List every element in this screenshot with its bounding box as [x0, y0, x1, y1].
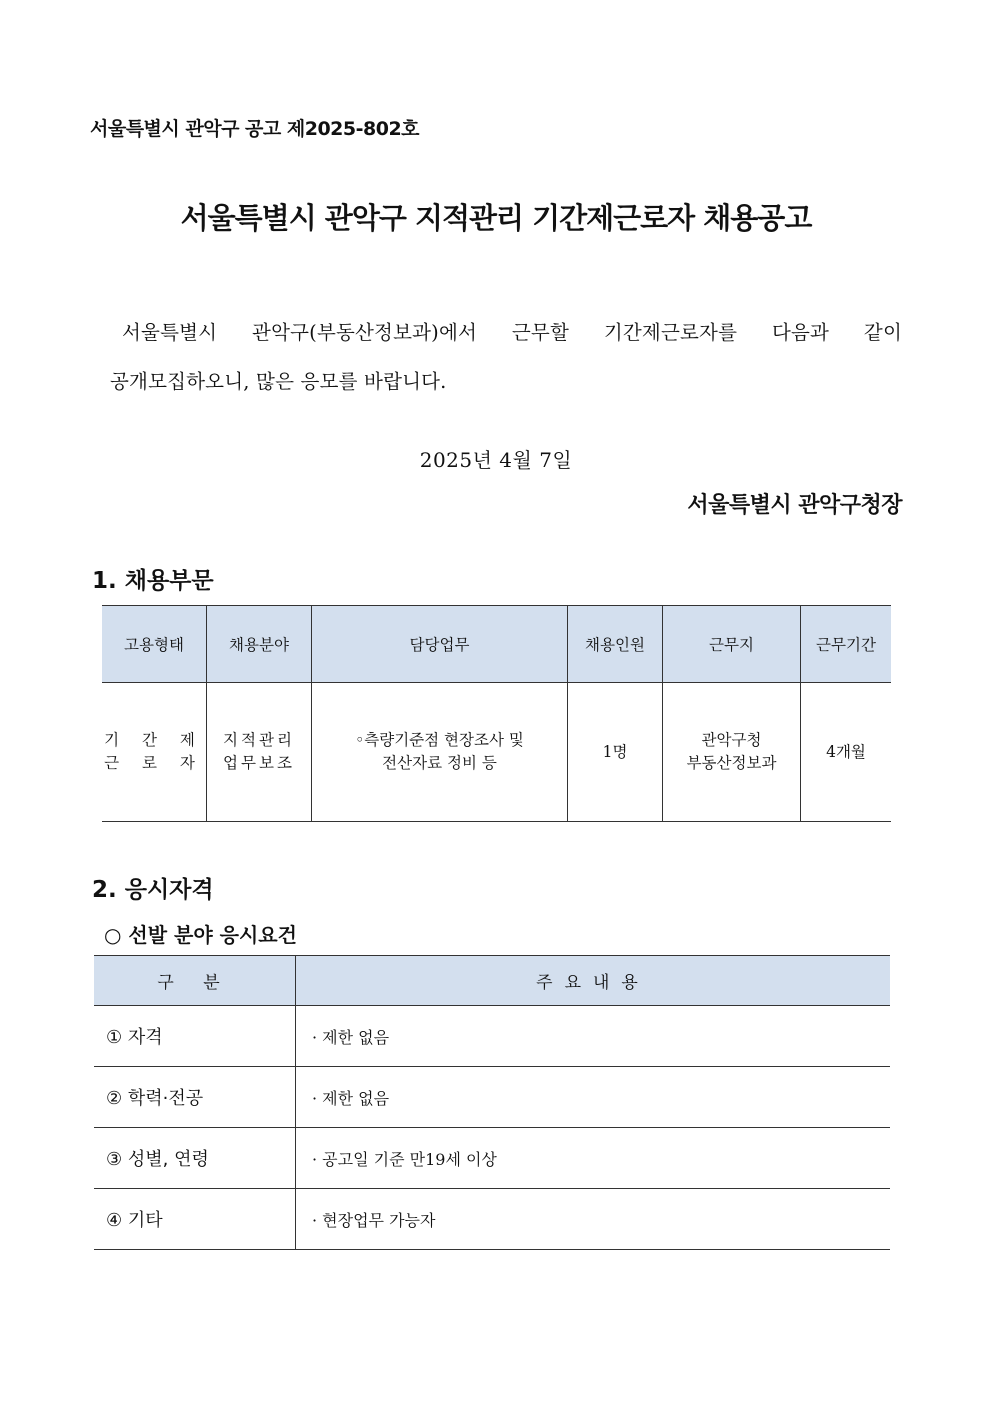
row-value: · 제한 없음 — [296, 1067, 891, 1128]
notice-number: 서울특별시 관악구 공고 제2025-802호 — [90, 118, 420, 140]
intro-paragraph — [110, 308, 910, 406]
cell-text: 지적관리 — [223, 731, 295, 749]
col-headcount: 채용인원 — [568, 606, 663, 683]
col-employment-type: 고용형태 — [102, 606, 207, 683]
cell-headcount: 1명 — [568, 683, 663, 822]
table-row — [94, 1128, 890, 1189]
cell-employment-type — [102, 683, 207, 822]
row-label: ③ 성별, 연령 — [94, 1128, 296, 1189]
cell-field — [207, 683, 312, 822]
cell-duty — [312, 683, 568, 822]
col-content: 주요내용 — [296, 956, 891, 1006]
col-field: 채용분야 — [207, 606, 312, 683]
table-row — [94, 1006, 890, 1067]
intro-line-2: 공개모집하오니, 많은 응모를 바랍니다. — [110, 370, 447, 393]
table-header-row — [94, 956, 890, 1006]
cell-text: 관악구청 — [701, 731, 762, 749]
row-label: ④ 기타 — [94, 1189, 296, 1250]
notice-date: 2025년 4월 7일 — [419, 448, 573, 472]
cell-text: 전산자료 정비 등 — [382, 754, 497, 772]
intro-line-1: 서울특별시 관악구(부동산정보과)에서 근무할 기간제근로자를 다음과 같이 — [122, 321, 902, 344]
cell-workplace — [663, 683, 801, 822]
cell-text: 기 간 제 — [104, 731, 204, 749]
cell-text: ◦측량기준점 현장조사 및 — [355, 731, 524, 749]
col-duty: 담당업무 — [312, 606, 568, 683]
row-value: · 제한 없음 — [296, 1006, 891, 1067]
row-value: · 공고일 기준 만19세 이상 — [296, 1128, 891, 1189]
requirements-subheading: ○ 선발 분야 응시요건 — [104, 923, 297, 947]
row-label: ① 자격 — [94, 1006, 296, 1067]
issuer: 서울특별시 관악구청장 — [687, 493, 902, 518]
row-value: · 현장업무 가능자 — [296, 1189, 891, 1250]
section-1-heading: 1. 채용부문 — [92, 568, 214, 594]
page-title: 서울특별시 관악구 지적관리 기간제근로자 채용공고 — [180, 201, 812, 235]
qualification-table — [94, 955, 890, 1250]
col-category: 구 분 — [94, 956, 296, 1006]
col-period: 근무기간 — [801, 606, 892, 683]
cell-period: 4개월 — [801, 683, 892, 822]
table-row — [102, 683, 891, 822]
cell-text: 업무보조 — [223, 754, 295, 772]
section-2-heading: 2. 응시자격 — [92, 877, 214, 903]
table-row — [94, 1189, 890, 1250]
table-row — [94, 1067, 890, 1128]
cell-text: 부동산정보과 — [686, 754, 777, 772]
recruitment-table — [102, 605, 891, 822]
col-workplace: 근무지 — [663, 606, 801, 683]
table-header-row — [102, 606, 891, 683]
cell-text: 근 로 자 — [104, 754, 204, 772]
row-label: ② 학력·전공 — [94, 1067, 296, 1128]
